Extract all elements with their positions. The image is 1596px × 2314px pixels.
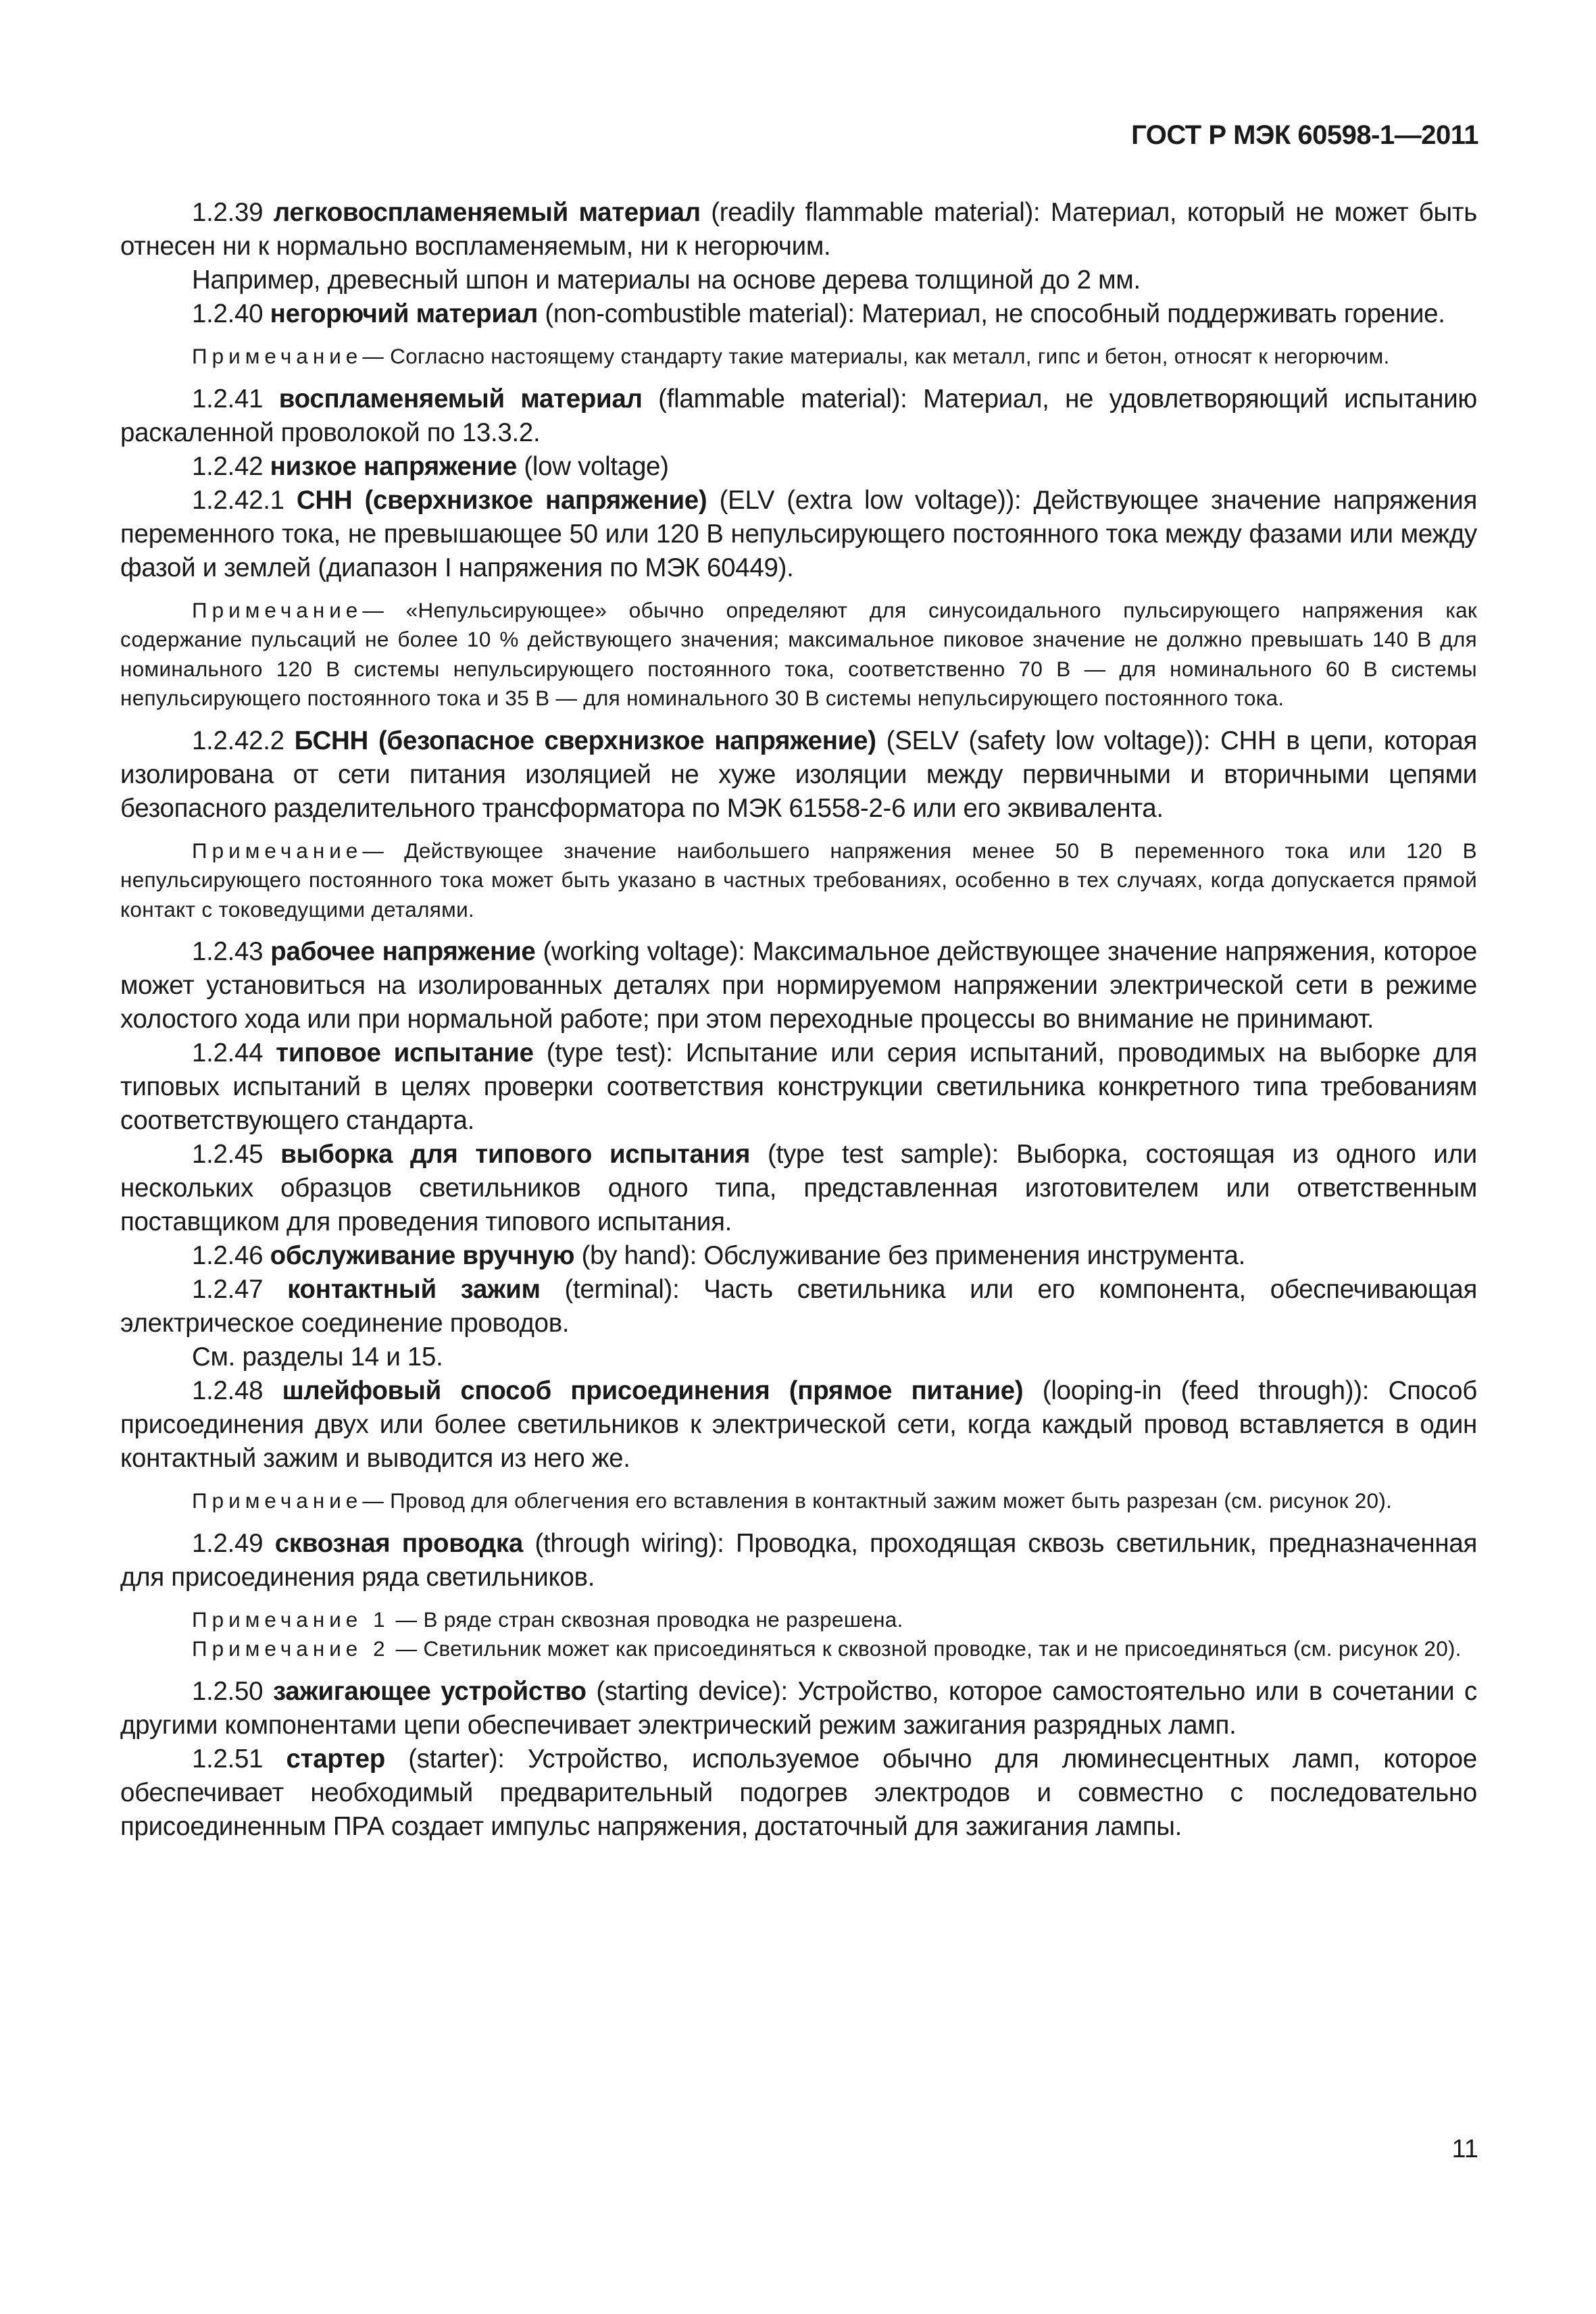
term-name: СНН (сверхнизкое напряжение) — [296, 485, 707, 515]
term-definition: (working voltage): Максимальное действующее значение напряжения, которое может установиться на изолированных деталях при нормируемом напряжении электрической сети в режиме холостого хода или при нормальной работе; при этом переходные процессы во внимание не принимают. — [120, 937, 1477, 1034]
note-label: Примечание 2 — [192, 1636, 390, 1661]
term-definition: (terminal): Часть светильника или его компонента, обеспечивающая электрическое соединение проводов. — [120, 1275, 1478, 1338]
note-label: Примечание — [192, 838, 363, 863]
note-label: Примечание 1 — [192, 1607, 390, 1632]
example-paragraph — [120, 263, 1477, 297]
term-number: 1.2.42.1 — [192, 485, 284, 515]
term-1-2-39 — [120, 196, 1477, 263]
term-definition: (through wiring): Проводка, проходящая сквозь светильник, предназначенная для присоединения ряда светильников. — [120, 1528, 1478, 1592]
term-number: 1.2.48 — [192, 1376, 264, 1405]
term-1-2-46 — [120, 1239, 1477, 1273]
term-1-2-49 — [120, 1527, 1477, 1594]
term-name: воспламеняемый материал — [278, 384, 643, 413]
term-1-2-41 — [120, 382, 1477, 450]
term-definition: (low voltage) — [516, 451, 669, 481]
term-name: рабочее напряжение — [270, 937, 536, 966]
term-name: низкое напряжение — [270, 451, 517, 481]
paragraph-text: Например, древесный шпон и материалы на основе дерева толщиной до 2 мм. — [192, 266, 1141, 295]
note-1-2-49-1 — [120, 1605, 1477, 1635]
term-number: 1.2.41 — [192, 384, 264, 413]
term-name: БСНН (безопасное сверхнизкое напряжение) — [294, 726, 876, 755]
term-number: 1.2.43 — [192, 937, 264, 966]
term-name: обслуживание вручную — [270, 1241, 575, 1270]
note-text: — Действующее значение наибольшего напряжения менее 50 В переменного тока или 120 В непульсирующего постоянного тока может быть указано в частных требованиях, особенно в тех случаях, когда допускается прямой контакт с токоведущими деталями. — [120, 838, 1477, 922]
term-name: легковоспламеняемый материал — [273, 198, 701, 227]
note-text: — «Непульсирующее» обычно определяют для синусоидального пульсирующего напряжения как содержание пульсаций не более 10 % действующего значения; максимальное пиковое значение не должно превышать 140 В для номинального 120 В системы непульсирующего постоянного тока, соответственно 70 В — для номинального 60 В системы непульсирующего постоянного тока и 35 В — для номинального 30 В системы непульсирующего постоянного тока. — [120, 597, 1477, 710]
term-definition: (looping-in (feed through)): Способ присоединения двух или более светильников к электрической сети, когда каждый провод вставляется в один контактный зажим и выводится из него же. — [120, 1376, 1477, 1473]
term-1-2-48 — [120, 1374, 1477, 1476]
note-1-2-42-2 — [120, 836, 1477, 925]
term-1-2-50 — [120, 1675, 1477, 1742]
term-name: стартер — [286, 1744, 385, 1774]
note-label: Примечание — [192, 1488, 363, 1513]
term-number: 1.2.39 — [192, 198, 264, 227]
term-number: 1.2.49 — [192, 1528, 264, 1558]
term-definition: (starter): Устройство, используемое обычно для люминесцентных ламп, которое обеспечивает необходимый предварительный подогрев электродов и совместно с последовательно присоединенным ПРА создает импульс напряжения, достаточный для зажигания лампы. — [120, 1744, 1477, 1841]
term-definition: (flammable material): Материал, не удовлетворяющий испытанию раскаленной проволокой по 13.3.2. — [120, 384, 1477, 447]
page-number: 11 — [1451, 2135, 1478, 2163]
term-definition: (SELV (safety low voltage)): СНН в цепи, которая изолирована от сети питания изоляцией не хуже изоляции между первичными и вторичными цепями безопасного разделительного трансформатора по МЭК 61558-2-6 или его эквивалента. — [120, 726, 1477, 823]
note-1-2-42-1 — [120, 596, 1477, 713]
term-number: 1.2.42 — [192, 451, 264, 481]
term-name: шлейфовый способ присоединения (прямое питание) — [282, 1376, 1024, 1405]
term-name: сквозная проводка — [274, 1528, 524, 1558]
note-text: — В ряде стран сквозная проводка не разрешена. — [389, 1607, 903, 1632]
term-1-2-45 — [120, 1138, 1477, 1239]
term-name: контактный зажим — [287, 1275, 541, 1304]
term-1-2-47 — [120, 1273, 1477, 1340]
term-definition: (by hand): Обслуживание без применения инструмента. — [574, 1241, 1245, 1270]
note-text: — Провод для облегчения его вставления в контактный зажим может быть разрезан (см. рисунок 20). — [362, 1488, 1393, 1513]
note-1-2-48 — [120, 1486, 1477, 1516]
term-number: 1.2.51 — [192, 1744, 264, 1774]
term-1-2-42 — [120, 450, 1477, 484]
term-number: 1.2.46 — [192, 1241, 264, 1270]
note-text: — Светильник может как присоединяться к сквозной проводке, так и не присоединяться (см. рисунок 20). — [389, 1636, 1462, 1661]
paragraph-text: См. разделы 14 и 15. — [192, 1342, 443, 1372]
note-label: Примечание — [192, 344, 363, 368]
term-1-2-43 — [120, 935, 1477, 1036]
term-1-2-42-1 — [120, 484, 1477, 585]
term-definition: (ELV (extra low voltage)): Действующее значение напряжения переменного тока, не превышающее 50 или 120 В непульсирующего постоянного тока между фазами или между фазой и землей (диапазон I напряжения по МЭК 60449). — [120, 485, 1477, 582]
term-number: 1.2.44 — [192, 1038, 264, 1067]
term-definition: (type test): Испытание или серия испытаний, проводимых на выборке для типовых испытаний в целях проверки соответствия конструкции светильника конкретного типа требованиям соответствующего стандарта. — [120, 1038, 1477, 1135]
term-definition: (readily flammable material): Материал, который не может быть отнесен ни к нормально воспламеняемым, ни к негорючим. — [120, 198, 1477, 261]
document-body — [120, 196, 1477, 1844]
term-number: 1.2.47 — [192, 1275, 264, 1304]
term-number: 1.2.42.2 — [192, 726, 284, 755]
term-1-2-51 — [120, 1742, 1477, 1844]
note-1-2-40 — [120, 342, 1477, 372]
reference-paragraph — [120, 1340, 1477, 1374]
term-number: 1.2.45 — [192, 1140, 264, 1169]
term-definition: (type test sample): Выборка, состоящая из одного или нескольких образцов светильников одного типа, представленная изготовителем или ответственным поставщиком для проведения типового испытания. — [120, 1140, 1477, 1236]
standard-header: ГОСТ Р МЭК 60598-1—2011 — [1131, 120, 1478, 150]
term-name: негорючий материал — [270, 299, 538, 328]
term-definition: (non-combustible material): Материал, не способный поддерживать горение. — [538, 299, 1445, 328]
term-1-2-40 — [120, 297, 1477, 331]
note-label: Примечание — [192, 597, 363, 622]
term-name: типовое испытание — [276, 1038, 534, 1067]
term-name: зажигающее устройство — [272, 1676, 587, 1706]
note-text: — Согласно настоящему стандарту такие материалы, как металл, гипс и бетон, относят к негорючим. — [362, 344, 1390, 368]
term-definition: (starting device): Устройство, которое самостоятельно или в сочетании с другими компонентами цепи обеспечивает электрический режим зажигания разрядных ламп. — [120, 1676, 1478, 1740]
note-1-2-49-2 — [120, 1634, 1477, 1664]
term-1-2-44 — [120, 1036, 1477, 1138]
term-number: 1.2.50 — [192, 1676, 264, 1706]
term-number: 1.2.40 — [192, 299, 264, 328]
term-1-2-42-2 — [120, 724, 1477, 826]
term-name: выборка для типового испытания — [280, 1140, 751, 1169]
